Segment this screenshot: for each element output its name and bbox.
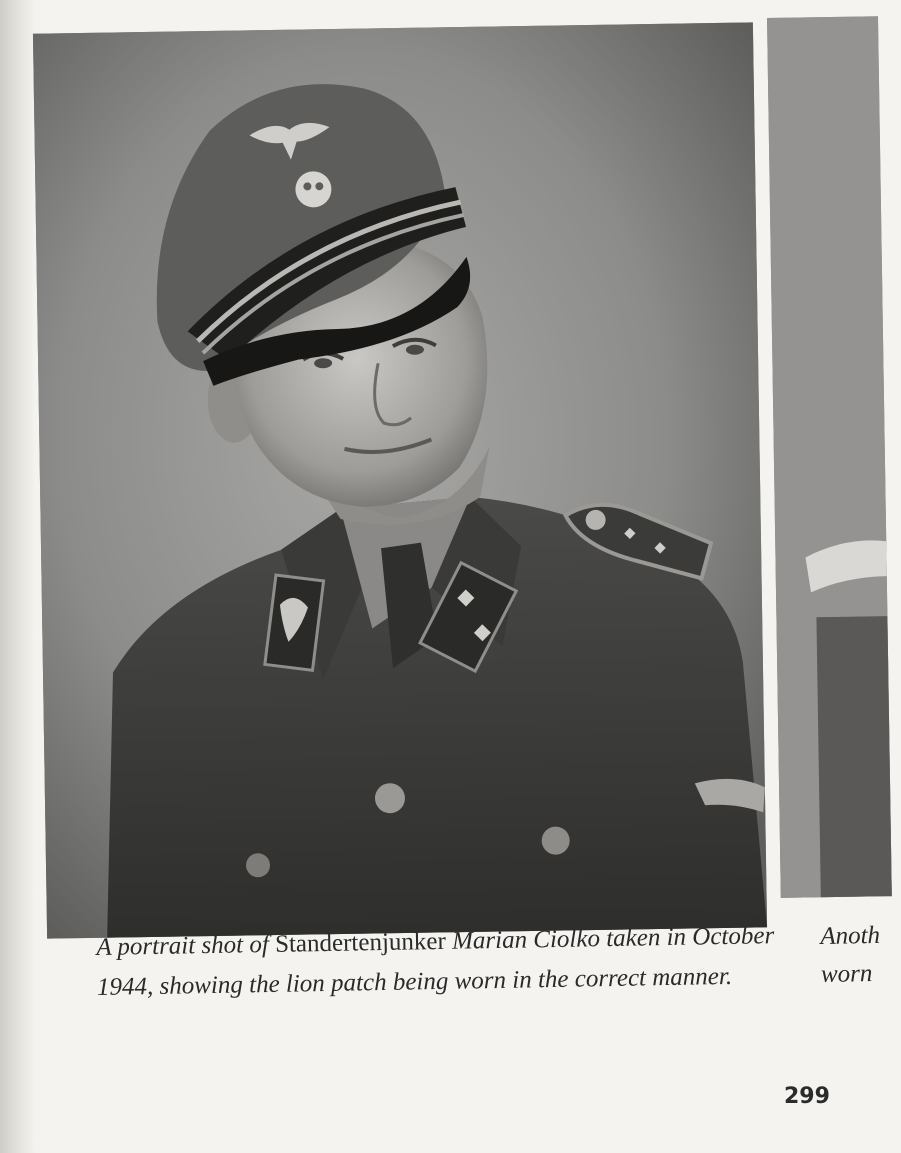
caption-suffix: Marian Ciolko taken in October 1944, showing the lion patch being worn in the correct manner. — [96, 922, 775, 1001]
portrait-photo — [33, 22, 767, 938]
photo-caption — [96, 916, 787, 1008]
adjacent-photo-edge — [767, 16, 892, 898]
page-gutter-shadow — [0, 0, 36, 1153]
caption-prefix: A portrait shot of — [96, 930, 276, 961]
adjacent-photo-illustration — [767, 16, 892, 898]
adjacent-photo-caption: Anoth worn — [820, 921, 881, 988]
page-number: 299 — [784, 1084, 830, 1109]
caption-rank: Standertenjunker — [274, 927, 447, 958]
portrait-illustration — [33, 22, 767, 938]
